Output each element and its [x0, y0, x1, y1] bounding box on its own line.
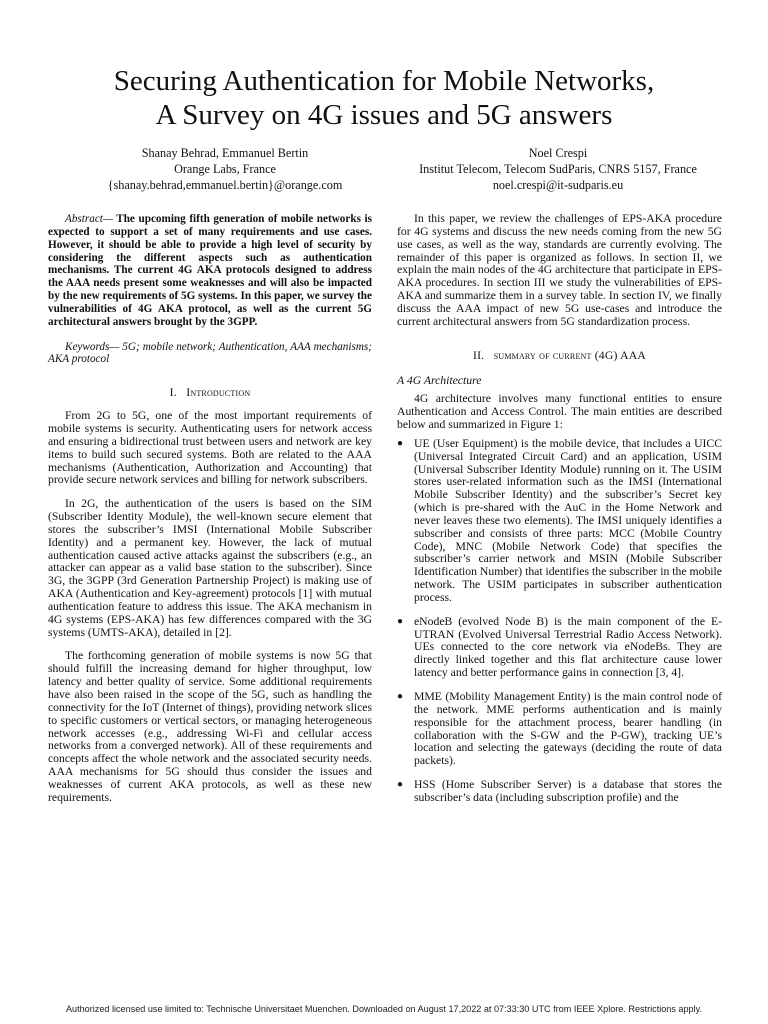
list-item	[397, 616, 722, 680]
bullet-icon: ●	[397, 691, 404, 702]
author-names: Shanay Behrad, Emmanuel Bertin	[141, 146, 309, 160]
paper-title	[0, 64, 768, 132]
section-title-part-1: summary of current	[493, 348, 595, 362]
title-line-1: Securing Authentication for Mobile Networks,	[113, 65, 655, 97]
keywords: Keywords— 5G; mobile network; Authentication, AAA mechanisms; AKA protocol	[48, 340, 372, 366]
section-title-part-2: (4G) AAA	[594, 348, 646, 362]
architecture-intro: 4G architecture involves many functional entities to ensure Authentication and Access Control. The main entities are described below and summarized in Figure 1:	[397, 392, 722, 431]
author-block-left	[60, 145, 390, 193]
section-heading-introduction	[48, 387, 372, 400]
right-column	[397, 213, 722, 816]
entity-text: eNodeB (evolved Node B) is the main component of the E-UTRAN (Evolved Universal Terrestrial Radio Access Network). UEs connected to the core network via eNodeBs. They are directly linked together and this flat architecture cause lower latency and better performance gains in connection [3, 4].	[414, 614, 722, 680]
list-item	[397, 691, 722, 768]
section-title: Introduction	[186, 386, 251, 400]
author-affiliation: Institut Telecom, Telecom SudParis, CNRS 5157, France	[419, 162, 697, 176]
author-block-right	[382, 145, 734, 193]
abstract-text: The upcoming fifth generation of mobile networks is expected to support a set of many requirements and use cases. However, it should be able to provide a high level of security by considering the different aspects such as authentication mechanisms. The current 4G AKA protocols designed to address the AAA needs present some weaknesses and will also be impacted by the new requirements of 5G systems. In this paper, we survey the vulnerabilities of 4G AKA protocol, as well as the current 5G architectural answers brought by the 3GPP.	[48, 213, 372, 328]
intro-paragraph-3: The forthcoming generation of mobile systems is now 5G that should fulfill the increasing demand for higher throughput, low latency and better quality of service. Some additional requirements have also been raised in the scope of the 5G, such as handling the connectivity for the IoT (Internet of things), providing network slices to specific customers or vertical sectors, or managing heterogeneous network accesses (e.g., addressing Wi-Fi and cellular access networks from a converged network). All of these requirements and concepts affect the whole network and the associated security needs. AAA mechanisms for 5G should thus consider the issues and weaknesses of current AKA protocols, as well as these new requirements.	[48, 649, 372, 804]
bullet-icon: ●	[397, 437, 404, 449]
entity-text: MME (Mobility Management Entity) is the main control node of the network. MME performs authentication and is mainly responsible for the attachment process, bearer handling (in collaboration with the S-GW and the P-GW), tracking UE’s location and selecting the gateways (deciding the route of data packets).	[414, 690, 722, 768]
entity-text: UE (User Equipment) is the mobile device, that includes a UICC (Universal Integrated Circuit Card) and an application, USIM (Universal Subscriber Identity Module) running on it. The USIM stores user-related information such as the IMSI (International Mobile Subscriber Identity) and the subscriber’s Secret key (which is pre-shared with the AuC in the Home Network and never leaves these two elements). The IMSI uniquely identifies a subscriber and consists of three parts: MCC (Mobile Country Code), MNC (Mobile Network Code) that specifies the subscriber’s carrier network and MSIN (Mobile Subscriber Identification Number) that identifies the subscriber in the mobile network. The USIM participates in subscriber authentication process.	[414, 436, 722, 604]
section-heading-summary	[397, 350, 722, 363]
paper-outline-paragraph: In this paper, we review the challenges of EPS-AKA procedure for 4G systems and discuss the new needs coming from the new 5G use cases, as well as the way, standards are currently evolving. The remainder of this paper is organized as follows. In section II, we explain the main nodes of the 4G architecture that participate in EPS-AKA procedures. In section III we study the vulnerabilities of EPS-AKA and summarize them in a survey table. In section IV, we finally discuss the AAA impact of new 5G use-cases and introduce the current architectural answers from 5G standardization process.	[397, 212, 722, 328]
title-line-2: A Survey on 4G issues and 5G answers	[155, 99, 613, 131]
list-item	[397, 438, 722, 605]
intro-paragraph-1: From 2G to 5G, one of the most important requirements of mobile systems is security. Authenticating users for network access and ensuring a bidirectional trust between users and network are key items to build such secured systems. Both are related to the AAA mechanisms (Authentication, Authorization and Accounting) that provide secure network services and billing for network subscribers.	[48, 409, 372, 487]
author-email: {shanay.behrad,emmanuel.bertin}@orange.com	[107, 178, 343, 192]
left-column	[48, 213, 372, 805]
bullet-icon: ●	[397, 615, 404, 627]
abstract	[48, 213, 372, 329]
subsection-heading: A 4G Architecture	[397, 374, 482, 388]
entity-text: HSS (Home Subscriber Server) is a database that stores the subscriber’s data (including subscription profile) and the	[414, 778, 722, 804]
abstract-label: Abstract—	[65, 213, 113, 225]
author-email: noel.crespi@it-sudparis.eu	[492, 178, 624, 192]
author-affiliation: Orange Labs, France	[174, 162, 276, 176]
intro-paragraph-2: In 2G, the authentication of the users is based on the SIM (Subscriber Identity Module), the well-known secure element that stores the subscriber’s IMSI (International Mobile Subscriber Identity) and a permanent key. However, the lack of mutual authentication caused active attacks against the subscribers (e.g., an attacker can appear as a valid base station to the subscriber). Since 3G, the 3GPP (3rd Generation Partnership Project) is making use of AKA (Authentication and Key-agreement) protocols [1] with mutual authentication feature to address this issue. The AKA mechanism in 4G systems (EPS-AKA) has few differences compared with the 3G systems (UMTS-AKA), detailed in [2].	[48, 497, 372, 639]
list-item	[397, 779, 722, 805]
section-number: I.	[169, 386, 177, 400]
license-footer: Authorized licensed use limited to: Technische Universitaet Muenchen. Downloaded on August 17,2022 at 07:33:30 UTC from IEEE Xplore. Restrictions apply.	[65, 1004, 703, 1014]
bullet-icon: ●	[397, 779, 404, 791]
entity-list	[397, 438, 722, 805]
author-names: Noel Crespi	[528, 146, 588, 160]
section-number: II.	[473, 348, 485, 362]
